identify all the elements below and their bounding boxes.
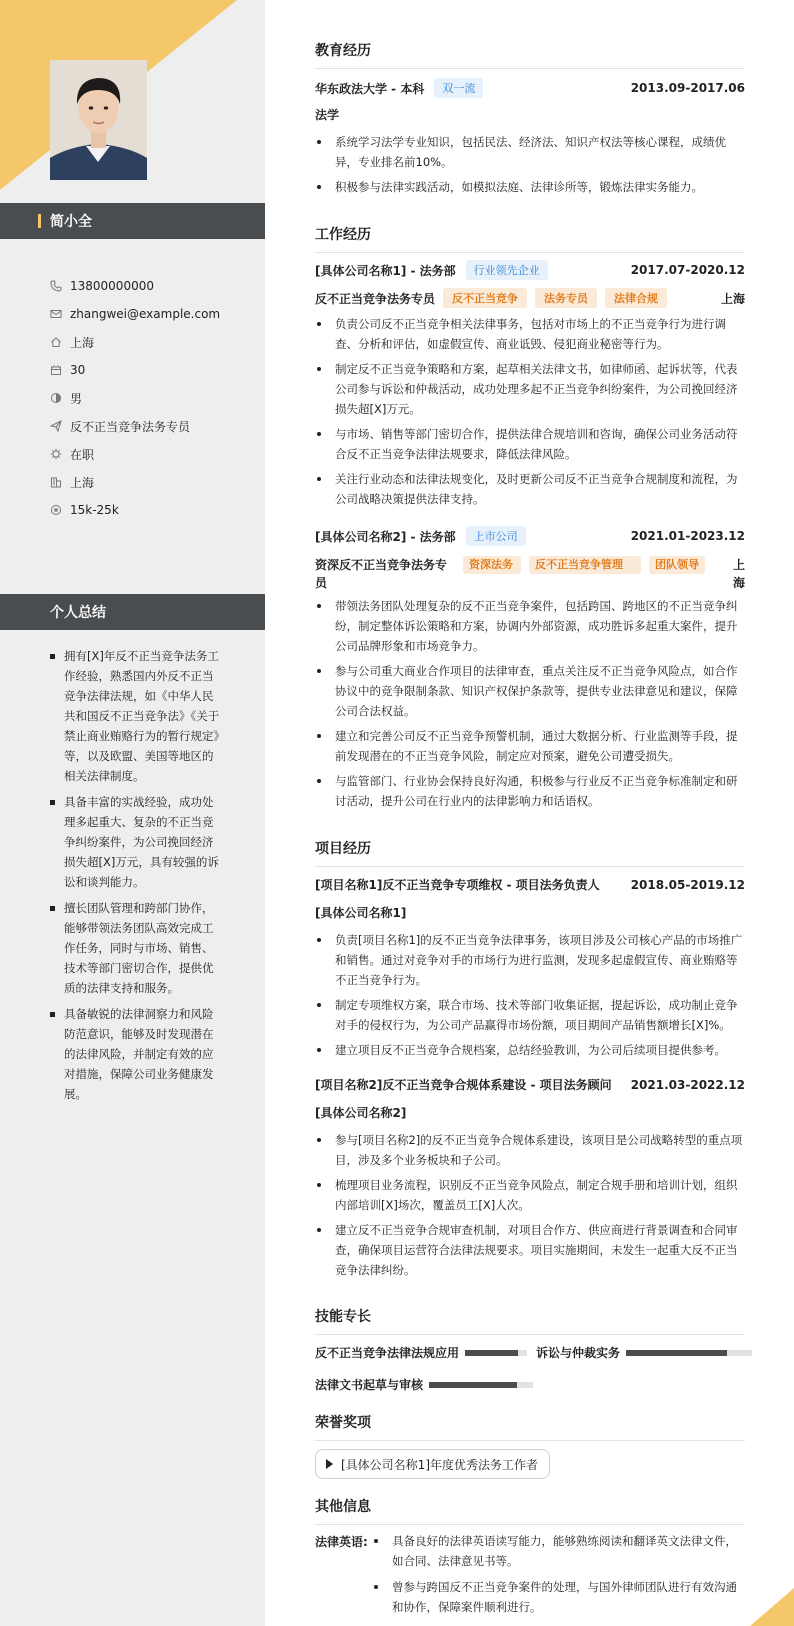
contact-gender: 男 (50, 384, 220, 412)
award-text: [具体公司名称1]年度优秀法务工作者 (341, 1457, 538, 1472)
name-accent-bar (38, 214, 41, 228)
list-item: 负责公司反不正当竞争相关法律事务，包括对市场上的不正当竞争行为进行调查、分析和评估，如虚假宣传、商业诋毁、侵犯商业秘密等行为。 (315, 314, 745, 354)
project-list (315, 930, 745, 1065)
contact-phone: 13800000000 (50, 272, 220, 300)
skill-bar (626, 1350, 752, 1356)
list-item: 参与[项目名称2]的反不正当竞争合规体系建设，该项目是公司战略转型的重点项目，涉及多个业务板块和子公司。 (315, 1130, 745, 1170)
corner-decoration-bottom (750, 1588, 794, 1626)
list-item: 梳理项目业务流程，识别反不正当竞争风险点，制定合规手册和培训计划，组织内部培训[X]场次，覆盖员工[X]人次。 (315, 1175, 745, 1215)
projects-title: 项目经历 (315, 838, 745, 867)
project-date: 2021.03-2022.12 (630, 1077, 745, 1092)
education-major-row (315, 106, 745, 123)
list-item: 建立项目反不正当竞争合规档案，总结经验教训，为公司后续项目提供参考。 (315, 1040, 745, 1060)
job-header (315, 526, 745, 546)
summary-list (50, 646, 220, 1110)
project-company: [具体公司名称2] (315, 1106, 407, 1120)
sidebar (0, 0, 265, 1626)
honors-title: 荣誉奖项 (315, 1412, 745, 1441)
job-list (315, 596, 745, 816)
education-list (315, 132, 745, 202)
skill-bar-fill (626, 1350, 727, 1356)
home-icon (50, 336, 62, 348)
list-item: 与监管部门、行业协会保持良好沟通，积极参与行业反不正当竞争标准制定和研讨活动，提升公司在行业内的法律影响力和话语权。 (315, 771, 745, 811)
list-item: 关注行业动态和法律法规变化，及时更新公司反不正当竞争合规制度和流程，为公司战略决策提供法律支持。 (315, 469, 745, 509)
skill-name: 反不正当竞争法律法规应用 (315, 1346, 460, 1360)
company-tag: 上市公司 (466, 526, 526, 546)
project-list (315, 1130, 745, 1285)
list-item: 负责[项目名称1]的反不正当竞争法律事务，该项目涉及公司核心产品的市场推广和销售。通过对竞争对手的市场行为进行监测，发现多起虚假宣传、商业贿赂等不正当竞争行为。 (315, 930, 745, 990)
project-date: 2018.05-2019.12 (630, 877, 745, 892)
school-tag: 双一流 (434, 78, 483, 98)
name-bar (0, 203, 265, 239)
list-item: 与市场、销售等部门密切合作，提供法律合规培训和咨询，确保公司业务活动符合反不正当竞争法律法规要求，降低法律风险。 (315, 424, 745, 464)
list-item: 具备丰富的实战经验，成功处理多起重大、复杂的不正当竞争纠纷案件，为公司挽回经济损失超[X]万元，具有较强的诉讼和谈判能力。 (50, 792, 220, 892)
job-company: [具体公司名称1] - 法务部 (315, 263, 456, 278)
summary-title-bar (0, 594, 265, 630)
salary-icon (50, 504, 62, 516)
skill-name: 诉讼与仲裁实务 (536, 1346, 621, 1360)
list-item: 制定专项维权方案，联合市场、技术等部门收集证据，提起诉讼，成功制止竞争对手的侵权行为，为公司产品赢得市场份额，项目期间产品销售额增长[X]%。 (315, 995, 745, 1035)
job-date: 2017.07-2020.12 (630, 263, 745, 277)
education-title: 教育经历 (315, 40, 745, 69)
list-item: 具备良好的法律英语读写能力，能够熟练阅读和翻译英文法律文件，如合同、法律意见书等。 (370, 1531, 745, 1571)
project-header (315, 876, 745, 893)
list-item: 曾参与跨国反不正当竞争案件的处理，与国外律师团队进行有效沟通和协作，保障案件顺利进行。 (370, 1577, 745, 1617)
job-position-row (315, 288, 745, 308)
contact-list (50, 272, 220, 524)
company-tag: 行业领先企业 (466, 260, 548, 280)
list-item: 制定反不正当竞争策略和方案，起草相关法律文书，如律师函、起诉状等，代表公司参与诉讼和仲裁活动，成功处理多起不正当竞争纠纷案件，为公司挽回经济损失超[X]万元。 (315, 359, 745, 419)
skill-bar-fill (429, 1382, 517, 1388)
skill-tag: 反不正当竞争 (443, 288, 527, 308)
summary-title: 个人总结 (50, 605, 106, 621)
job-company: [具体公司名称2] - 法务部 (315, 529, 456, 544)
skill-bar (429, 1382, 533, 1388)
list-item: 带领法务团队处理复杂的反不正当竞争案件，包括跨国、跨地区的不正当竞争纠纷，制定整体诉讼策略和方案，协调内外部资源，成功胜诉多起重大案件，提升公司品牌形象和市场竞争力。 (315, 596, 745, 656)
skill-item (315, 1344, 527, 1361)
status-icon (50, 448, 62, 460)
job-date: 2021.01-2023.12 (630, 529, 745, 543)
project-company-row (315, 904, 745, 921)
skill-item (315, 1376, 533, 1393)
list-item: 具备敏锐的法律洞察力和风险防范意识，能够及时发现潜在的法律风险，并制定有效的应对措施，保障公司业务健康发展。 (50, 1004, 220, 1104)
skill-tag: 资深法务 (463, 556, 521, 574)
send-icon (50, 420, 62, 432)
major: 法学 (315, 108, 340, 122)
list-item: 参与公司重大商业合作项目的法律审查，重点关注反不正当竞争风险点，如合作协议中的竞争限制条款、知识产权保护条款等，提供专业法律意见和建议，保障公司合法权益。 (315, 661, 745, 721)
project-header (315, 1076, 745, 1093)
contact-status: 在职 (50, 440, 220, 468)
contact-age: 30 (50, 356, 220, 384)
list-item: 建立反不正当竞争合规审查机制，对项目合作方、供应商进行背景调查和合同审查，确保项目运营符合法律法规要求。项目实施期间，未发生一起重大反不正当竞争法律纠纷。 (315, 1220, 745, 1280)
skill-bar (465, 1350, 527, 1356)
list-item: 拥有[X]年反不正当竞争法务工作经验，熟悉国内外反不正当竞争法律法规，如《中华人民共和国反不正当竞争法》《关于禁止商业贿赂行为的暂行规定》等，以及欧盟、美国等地区的相关法律制度。 (50, 646, 220, 786)
contact-city: 上海 (50, 468, 220, 496)
work-title: 工作经历 (315, 224, 745, 253)
calendar-icon (50, 364, 62, 376)
other-label: 法律英语: (315, 1535, 368, 1549)
avatar (50, 60, 147, 180)
contact-position: 反不正当竞争法务专员 (50, 412, 220, 440)
building-icon (50, 476, 62, 488)
skill-bar-fill (465, 1350, 518, 1356)
skills-title: 技能专长 (315, 1306, 745, 1335)
skill-tag: 法律合规 (605, 288, 667, 308)
person-name: 简小全 (50, 214, 92, 230)
job-list (315, 314, 745, 514)
contact-email: zhangwei@example.com (50, 300, 220, 328)
project-name: [项目名称2]反不正当竞争合规体系建设 - 项目法务顾问 (315, 1078, 612, 1092)
project-company-row (315, 1104, 745, 1121)
job-city: 上海 (720, 291, 745, 306)
job-city: 上海 (732, 558, 745, 590)
job-position-row (315, 556, 745, 592)
job-position: 资深反不正当竞争法务专员 (315, 558, 448, 590)
list-item: 擅长团队管理和跨部门协作，能够带领法务团队高效完成工作任务，同时与市场、销售、技术等部门密切合作，提供优质的法律支持和服务。 (50, 898, 220, 998)
other-title: 其他信息 (315, 1496, 745, 1525)
project-name: [项目名称1]反不正当竞争专项维权 - 项目法务负责人 (315, 878, 600, 892)
school-name: 华东政法大学 - 本科 (315, 81, 425, 96)
list-item: 系统学习法学专业知识，包括民法、经济法、知识产权法等核心课程，成绩优异，专业排名前10%。 (315, 132, 745, 172)
skill-item (536, 1344, 752, 1361)
phone-icon (50, 280, 62, 292)
education-date: 2013.09-2017.06 (630, 81, 745, 95)
education-header (315, 78, 745, 98)
list-item: 建立和完善公司反不正当竞争预警机制，通过大数据分析、行业监测等手段，提前发现潜在的不正当竞争风险，制定应对预案，避免公司遭受损失。 (315, 726, 745, 766)
job-position: 反不正当竞争法务专员 (315, 291, 436, 306)
list-item: 积极参与法律实践活动，如模拟法庭、法律诊所等，锻炼法律实务能力。 (315, 177, 745, 197)
gender-icon (50, 392, 62, 404)
skill-tag: 反不正当竞争管理 (529, 556, 641, 574)
skill-name: 法律文书起草与审核 (315, 1378, 424, 1392)
other-list (370, 1531, 745, 1623)
job-header (315, 260, 745, 280)
award-item[interactable] (315, 1449, 550, 1479)
contact-salary: 15k-25k (50, 496, 220, 524)
project-company: [具体公司名称1] (315, 906, 407, 920)
skill-tag: 法务专员 (535, 288, 597, 308)
skill-tag: 团队领导 (649, 556, 705, 574)
mail-icon (50, 308, 62, 320)
expand-triangle-icon (326, 1459, 333, 1469)
contact-location: 上海 (50, 328, 220, 356)
